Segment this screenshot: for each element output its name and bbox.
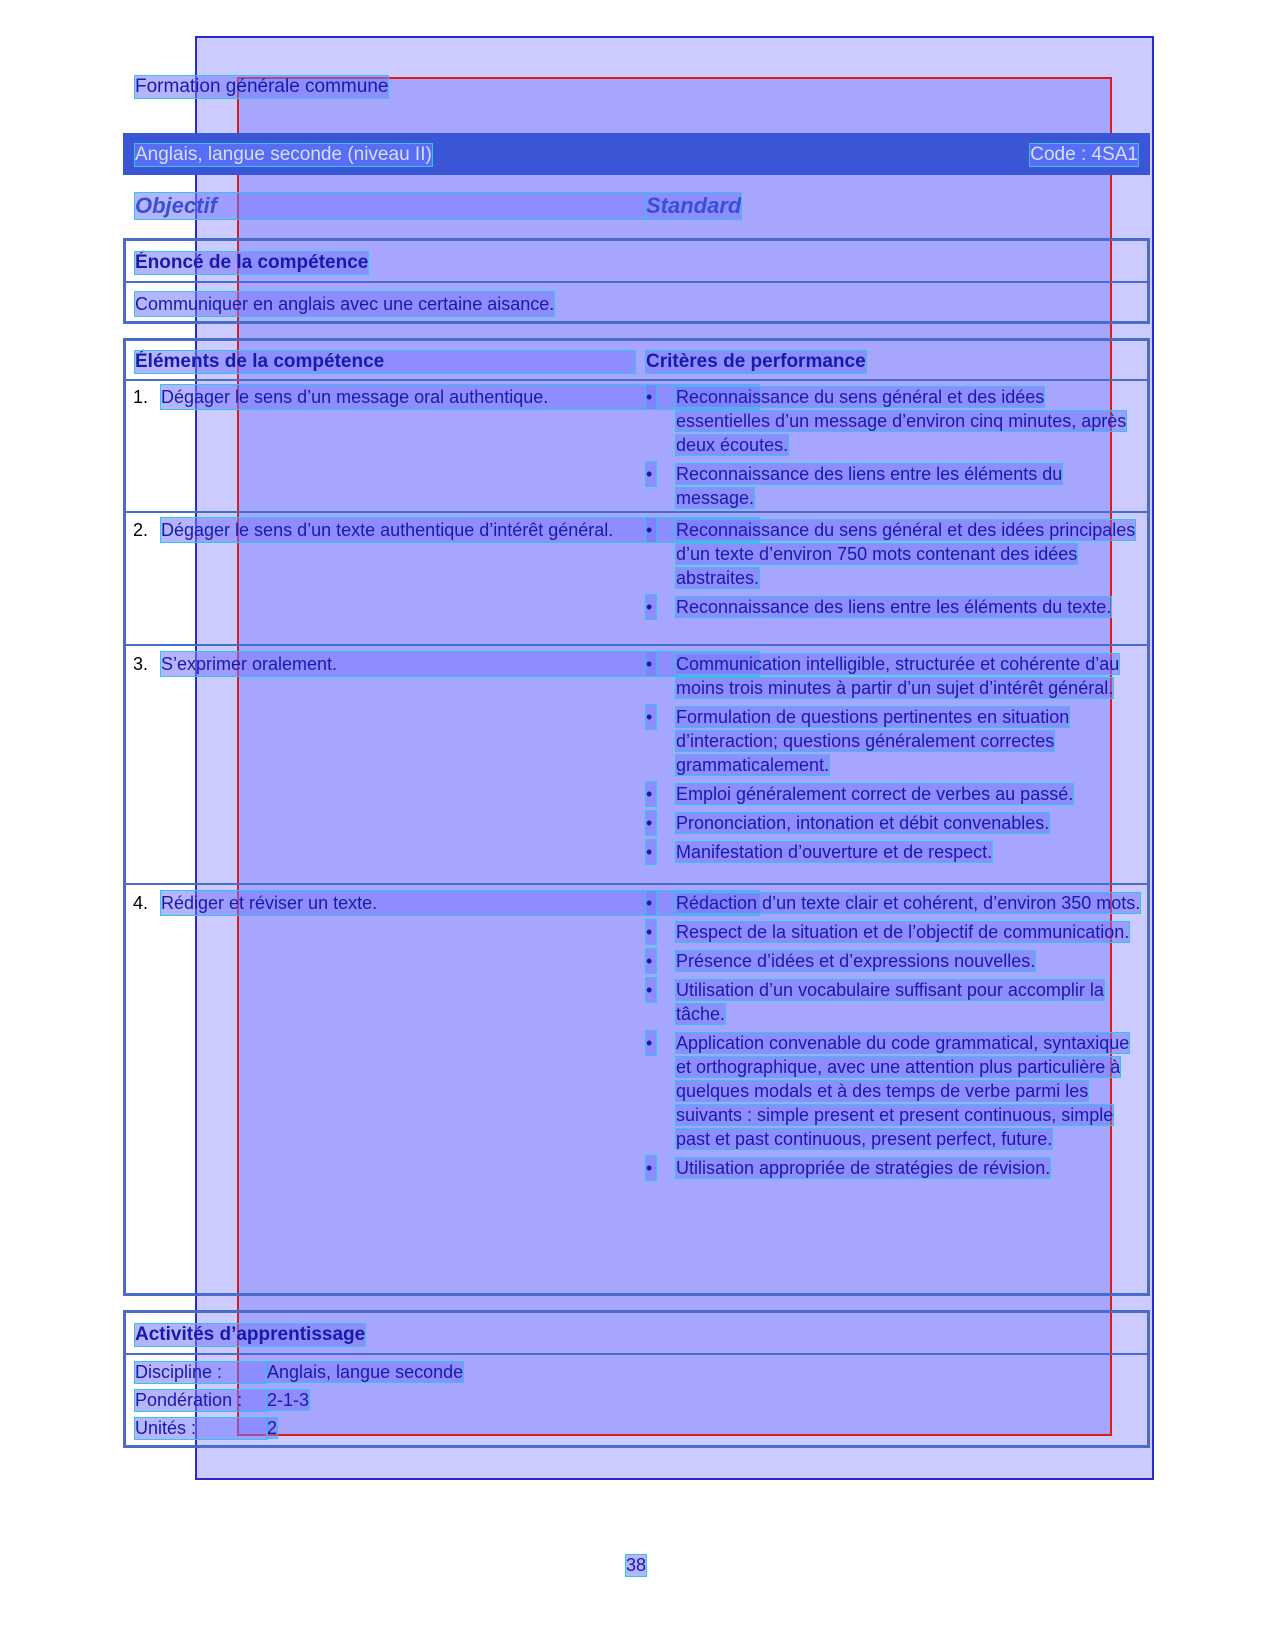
divider — [126, 883, 1147, 885]
list-item: • Reconnaissance des liens entre les éléments du message. — [646, 464, 1063, 508]
list-item: • Utilisation d’un vocabulaire suffisant pour accomplir la tâche. — [646, 980, 1104, 1024]
standard-heading: Standard — [646, 193, 742, 218]
bullet-icon: • — [646, 949, 656, 973]
bullet-icon: • — [646, 978, 656, 1002]
divider — [126, 379, 1147, 381]
list-item: • Présence d’idées et d’expressions nouvelles. — [646, 951, 1036, 971]
ponderation-row — [135, 1390, 309, 1411]
list-item: • Reconnaissance du sens général et des idées principales d’un texte d’environ 750 mots contenant des idées abstraites. — [646, 520, 1136, 588]
element-text: Rédiger et réviser un texte. — [161, 891, 759, 915]
list-item: • Emploi généralement correct de verbes au passé. — [646, 784, 1074, 804]
element-number: 1. — [133, 387, 149, 407]
list-item: • Reconnaissance des liens entre les éléments du texte. — [646, 597, 1112, 617]
course-title: Anglais, langue seconde (niveau II) — [135, 144, 432, 165]
elements-column-header: Éléments de la compétence — [135, 351, 635, 373]
criteria-list — [646, 652, 1141, 869]
objectif-heading: Objectif — [135, 193, 645, 219]
bullet-icon: • — [646, 840, 656, 864]
discipline-value: Anglais, langue seconde — [267, 1362, 464, 1382]
ponderation-label: Pondération : — [135, 1390, 267, 1411]
list-item: • Rédaction d’un texte clair et cohérent, d’environ 350 mots. — [646, 893, 1141, 913]
list-item: • Reconnaissance du sens général et des idées essentielles d’un message d’environ cinq minutes, après deux écoutes. — [646, 387, 1127, 455]
bullet-icon: • — [646, 518, 656, 542]
list-item: • Formulation de questions pertinentes en situation d’interaction; questions généralement correctes grammaticalement. — [646, 707, 1070, 775]
bullet-icon: • — [646, 595, 656, 619]
list-item: • Utilisation appropriée de stratégies de révision. — [646, 1158, 1051, 1178]
unites-label: Unités : — [135, 1418, 267, 1439]
bullet-icon: • — [646, 462, 656, 486]
page-number: 38 — [626, 1555, 647, 1575]
bullet-icon: • — [646, 1031, 656, 1055]
unites-value: 2 — [267, 1418, 278, 1438]
bullet-icon: • — [646, 782, 656, 806]
course-header-band — [123, 133, 1150, 175]
course-code: Code : 4SA1 — [1030, 144, 1138, 165]
divider — [126, 1353, 1147, 1355]
element-text: S’exprimer oralement. — [161, 652, 759, 676]
divider — [126, 281, 1147, 283]
discipline-label: Discipline : — [135, 1362, 267, 1383]
criteria-list — [646, 891, 1141, 1185]
element-text: Dégager le sens d’un texte authentique d’intérêt général. — [161, 518, 759, 542]
bullet-icon: • — [646, 1156, 656, 1180]
bullet-icon: • — [646, 385, 656, 409]
competence-title: Énoncé de la compétence — [135, 252, 369, 273]
criteria-list — [646, 518, 1141, 624]
bullet-icon: • — [646, 891, 656, 915]
element-text: Dégager le sens d’un message oral authentique. — [161, 385, 759, 409]
competence-statement: Communiquer en anglais avec une certaine aisance. — [135, 294, 555, 314]
ponderation-value: 2-1-3 — [267, 1390, 310, 1410]
divider — [126, 644, 1147, 646]
activities-title: Activités d’apprentissage — [135, 1324, 366, 1345]
discipline-row — [135, 1362, 463, 1383]
criteria-list — [646, 385, 1141, 515]
list-item: • Prononciation, intonation et débit convenables. — [646, 813, 1050, 833]
list-item: • Respect de la situation et de l’objectif de communication. — [646, 922, 1130, 942]
element-number: 4. — [133, 893, 149, 913]
element-number: 3. — [133, 654, 149, 674]
bullet-icon: • — [646, 920, 656, 944]
section-label: Formation générale commune — [135, 76, 389, 97]
competence-statement-box — [123, 238, 1150, 324]
unites-row — [135, 1418, 277, 1439]
list-item: • Manifestation d’ouverture et de respect. — [646, 842, 993, 862]
criteria-column-header: Critères de performance — [646, 351, 866, 372]
list-item: • Application convenable du code grammatical, syntaxique et orthographique, avec une attention plus particulière à quelques modals et à des temps de verbe parmi les suivants : simple present et present continuous, simple past et past continuous, present perfect, future. — [646, 1033, 1130, 1149]
bullet-icon: • — [646, 705, 656, 729]
list-item: • Communication intelligible, structurée et cohérente d’au moins trois minutes à partir d’un sujet d’intérêt général. — [646, 654, 1120, 698]
bullet-icon: • — [646, 811, 656, 835]
bullet-icon: • — [646, 652, 656, 676]
element-number: 2. — [133, 520, 149, 540]
